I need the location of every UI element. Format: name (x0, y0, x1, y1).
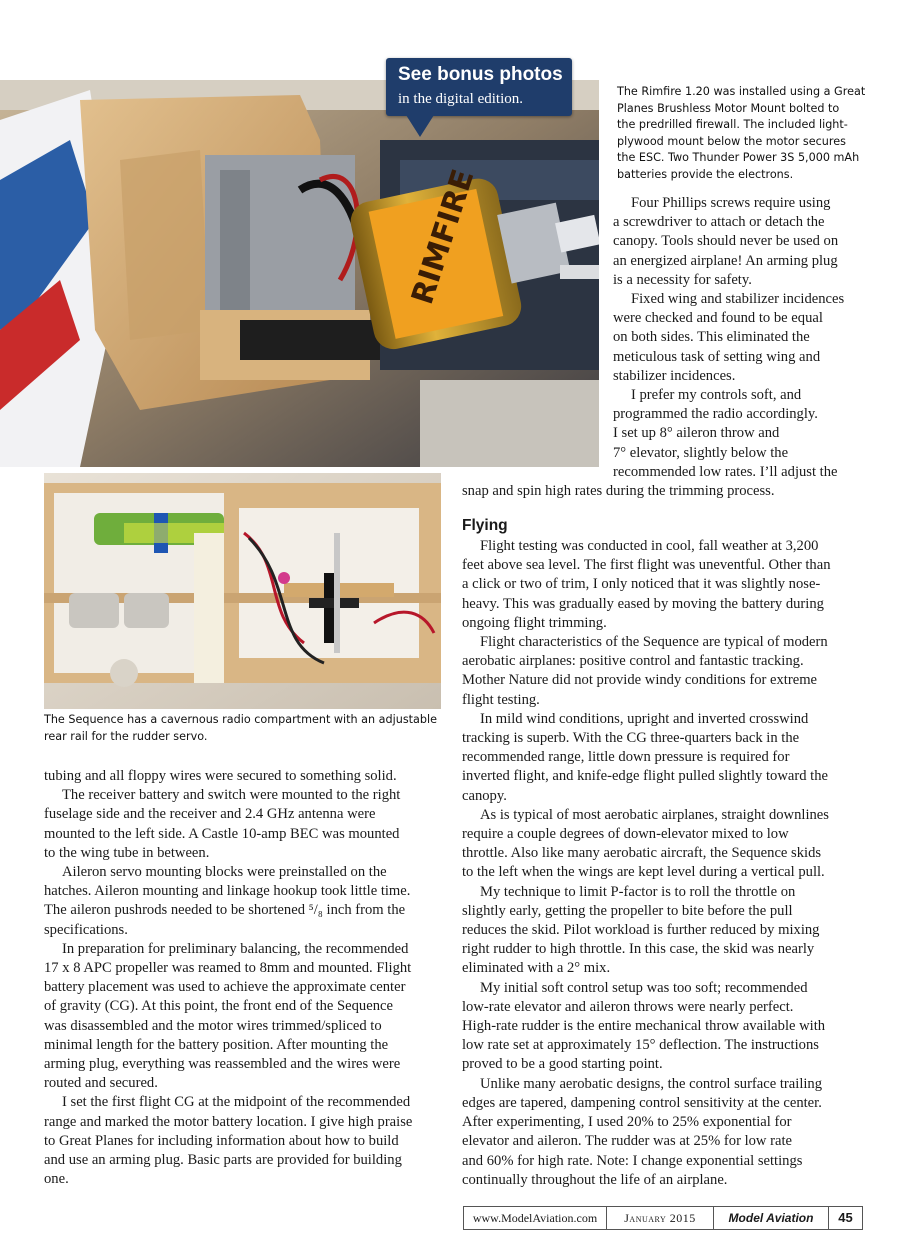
text-line: In preparation for preliminary balancing, the recommended (62, 940, 409, 957)
text-line: on both sides. This eliminated the (613, 329, 810, 346)
caption-line: the ESC. Two Thunder Power 3S 5,000 mAh (617, 151, 860, 164)
text-line: Flight characteristics of the Sequence are typical of modern (480, 634, 828, 651)
text-line: The receiver battery and switch were mounted to the right (62, 787, 401, 804)
bonus-pointer (406, 115, 434, 137)
text-line: snap and spin high rates during the trimming process. (462, 483, 775, 499)
section-heading-flying: Flying (462, 517, 508, 534)
text-line: to the wing tube in between. (44, 844, 210, 861)
text-line: I set up 8° aileron throw and (613, 425, 780, 442)
text-line: My initial soft control setup was too soft; recommended (480, 979, 808, 996)
text-line: routed and secured. (44, 1075, 158, 1092)
text-line: Unlike many aerobatic designs, the control surface trailing (480, 1075, 823, 1092)
text-line: specifications. (44, 921, 128, 938)
footer-magazine-name: Model Aviation (714, 1207, 829, 1229)
text-line: reduces the skid. Pilot workload is further reduced by mixing (462, 922, 820, 939)
caption-line: the predrilled firewall. The included light- (617, 118, 848, 131)
text-line: programmed the radio accordingly. (613, 406, 818, 423)
caption-line: Planes Brushless Motor Mount bolted to (617, 101, 840, 115)
radio-compartment-photo (44, 473, 441, 709)
text-line: After experimenting, I used 20% to 25% exponential for (462, 1114, 792, 1131)
text-line: feet above sea level. The first flight was uneventful. Other than (462, 557, 831, 574)
left-column-text (44, 767, 449, 1189)
motor-label-text: RIMFIRE (405, 165, 482, 309)
footer-website-link[interactable]: www.ModelAviation.com (464, 1207, 607, 1229)
text-line: I prefer my controls soft, and (631, 387, 802, 404)
text-line: inverted flight, and knife-edge flight pulled slightly toward the (462, 768, 828, 785)
text-line: was disassembled and the motor wires trimmed/spliced to (44, 1017, 382, 1034)
text-line: mounted to the left side. A Castle 10-amp BEC was mounted (44, 825, 400, 842)
caption-line: The Rimfire 1.20 was installed using a Great (617, 85, 866, 98)
footer-page-number: 45 (838, 1210, 853, 1225)
text-line: eliminated with a 2° mix. (462, 960, 611, 977)
text-line: fuselage side and the receiver and 2.4 GHz antenna were (44, 806, 376, 823)
text-line: In mild wind conditions, upright and inverted crosswind (480, 710, 809, 727)
caption-line: batteries provide the electrons. (617, 167, 794, 181)
text-line: require a couple degrees of down-elevator mixed to low (462, 826, 789, 843)
text-line: hatches. Aileron mounting and linkage hookup took little time. (44, 883, 411, 900)
bonus-title: See bonus photos (398, 64, 563, 85)
right-column-text (462, 537, 902, 1190)
text-line: slightly early, getting the propeller to bite before the pull (462, 902, 793, 919)
text-line: High-rate rudder is the entire mechanical throw available with (462, 1018, 826, 1035)
text-line: were checked and found to be equal (613, 310, 823, 327)
text-line: one. (44, 1171, 69, 1188)
caption-radio-compartment (44, 712, 444, 745)
text-line: ongoing flight trimming. (462, 614, 607, 631)
text-line: elevator and aileron. The rudder was at 25% for low rate (462, 1133, 792, 1150)
text-line: heavy. This was gradually eased by moving the battery during (462, 595, 824, 612)
text-line: The aileron pushrods needed to be shortened ⁵/₈ inch from the (44, 902, 406, 919)
text-line: recommended low rates. I’ll adjust the (613, 463, 838, 480)
motor-mount-photo (0, 80, 599, 467)
text-line: flight testing. (462, 691, 540, 708)
text-line: canopy. Tools should never be used on (613, 233, 839, 250)
text-line: an energized airplane! An arming plug (613, 252, 838, 269)
text-line: low rate set at approximately 15° deflection. The instructions (462, 1037, 819, 1054)
text-line: Mother Nature did not provide windy conditions for extreme (462, 672, 818, 689)
text-line: of gravity (CG). At this point, the front end of the Sequence (44, 998, 393, 1015)
bonus-subtitle: in the digital edition. (398, 91, 523, 107)
text-line: to the left when the wings are kept level during a vertical pull. (462, 864, 825, 881)
text-line: battery placement was used to achieve the approximate center (44, 979, 406, 996)
text-line: and use an arming plug. Basic parts are provided for building (44, 1152, 402, 1169)
text-line: arming plug, everything was reassembled and the wires were (44, 1056, 401, 1073)
caption-line: plywood mount below the motor secures (617, 134, 846, 148)
text-line: to Great Planes for including information about how to build (44, 1132, 399, 1149)
text-line: and 60% for high rate. Note: I change exponential settings (462, 1152, 803, 1169)
caption-motor-mount (617, 84, 907, 183)
text-line: continually throughout the life of an airplane. (462, 1171, 728, 1188)
text-line: Flight testing was conducted in cool, fall weather at 3,200 (480, 538, 819, 554)
text-line: aerobatic airplanes: positive control and fantastic tracking. (462, 653, 804, 670)
text-line: My technique to limit P-factor is to roll the throttle on (480, 883, 796, 900)
text-line: low-rate elevator and aileron throws were nearly perfect. (462, 998, 794, 1015)
bonus-photos-badge (386, 58, 572, 116)
text-line: Four Phillips screws require using (631, 195, 831, 211)
text-line: Aileron servo mounting blocks were preinstalled on the (62, 864, 387, 881)
page-footer (463, 1206, 863, 1230)
text-line: 7° elevator, slightly below the (613, 444, 789, 461)
text-line: tracking is superb. With the CG three-quarters back in the (462, 730, 800, 747)
caption-line: The Sequence has a cavernous radio compartment with an adjustable (44, 713, 437, 726)
text-line: is a necessity for safety. (613, 271, 752, 288)
text-line: range and marked the motor battery location. I give high praise (44, 1113, 413, 1130)
text-line: tubing and all floppy wires were secured to something solid. (44, 768, 397, 784)
text-line: throttle. Also like many aerobatic aircraft, the Sequence skids (462, 845, 822, 862)
text-line: recommended range, little down pressure is required for (462, 749, 790, 766)
caption-line: rear rail for the rudder servo. (44, 729, 208, 743)
text-line: edges are tapered, dampening control sensitivity at the center. (462, 1094, 822, 1111)
text-line: 17 x 8 APC propeller was reamed to 8mm and mounted. Flight (44, 960, 412, 977)
text-line: right rudder to high throttle. In this case, the skid was nearly (462, 941, 815, 958)
text-line: Fixed wing and stabilizer incidences (631, 291, 845, 308)
right-upper-tail (462, 482, 902, 501)
text-line: a click or two of trim, I only noticed that it was slightly nose- (462, 576, 821, 593)
text-line: minimal length for the battery position. After mounting the (44, 1036, 389, 1053)
right-upper-text (613, 194, 903, 482)
text-line: stabilizer incidences. (613, 367, 736, 384)
text-line: I set the first flight CG at the midpoint of the recommended (62, 1094, 411, 1111)
text-line: proved to be a good starting point. (462, 1056, 663, 1073)
text-line: canopy. (462, 787, 507, 804)
footer-issue-date: January 2015 (607, 1207, 714, 1229)
text-line: a screwdriver to attach or detach the (613, 214, 825, 231)
text-line: As is typical of most aerobatic airplanes, straight downlines (480, 806, 829, 823)
text-line: meticulous task of setting wing and (613, 348, 821, 365)
